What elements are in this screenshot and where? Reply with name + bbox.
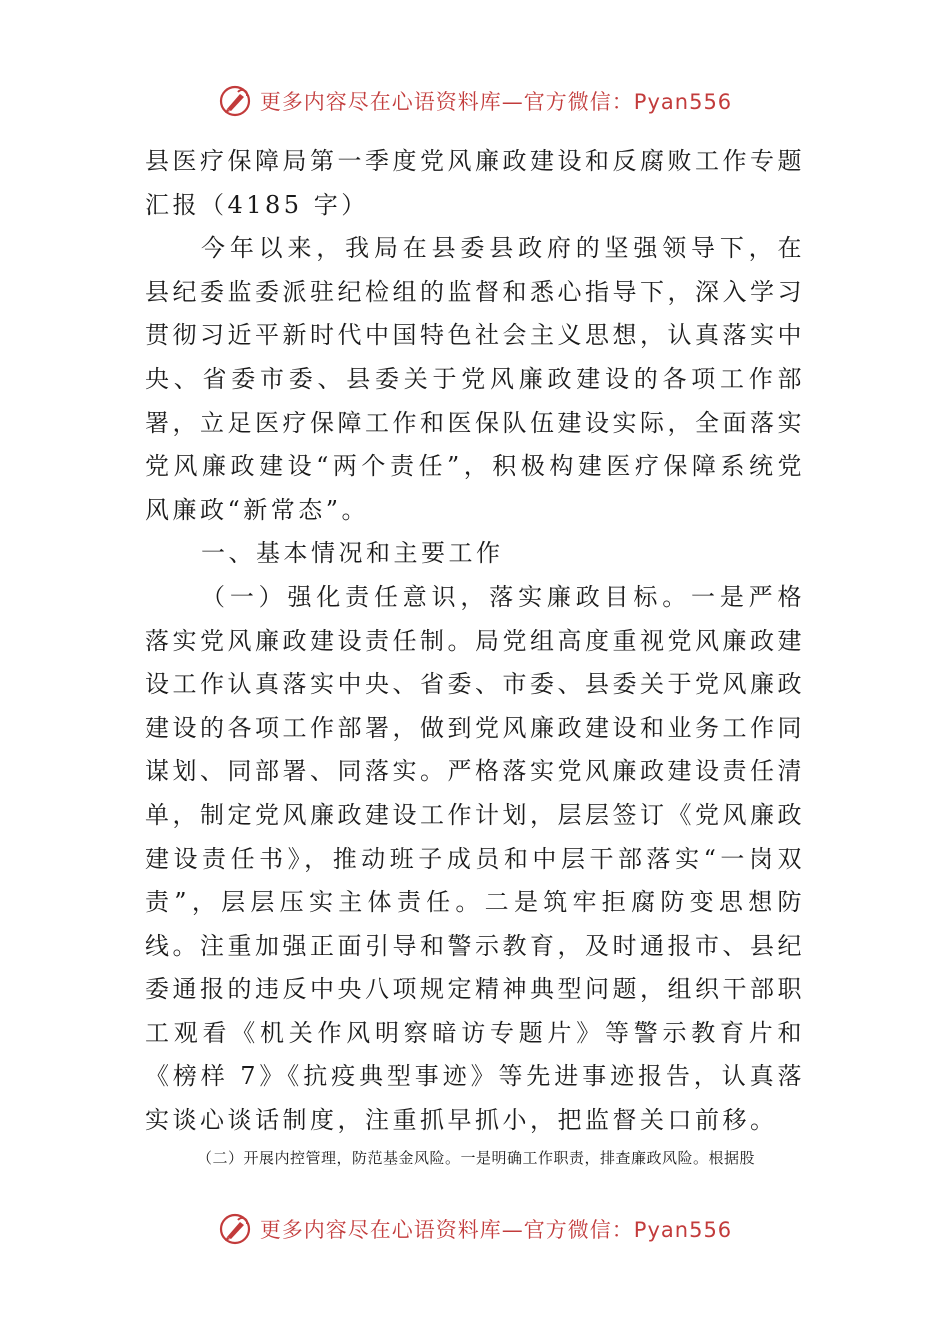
paragraph-section-1: （一）强化责任意识，落实廉政目标。一是严格落实党风廉政建设责任制。局党组高度重视党风廉政建设工作认真落实中央、省委、市委、县委关于党风廉政建设的各项工作部署，做到党风廉政建设和业务工作同谋划、同部署、同落实。严格落实党风廉政建设责任清单，制定党风廉政建设工作计划，层层签订《党风廉政建设责任书》，推动班子成员和中层干部落实“一岗双责”，层层压实主体责任。二是筑牢拒腐防变思想防线。注重加强正面引导和警示教育，及时通报市、县纪委通报的违反中央八项规定精神典型问题，组织干部职工观看《机关作风明察暗访专题片》等警示教育片和《榜样 7》《抗疫典型事迹》等先进事迹报告，认真落实谈心谈话制度，注重抓早抓小，把监督关口前移。 — [145, 582, 805, 1135]
document-body — [145, 140, 805, 1143]
section-heading: 一、基本情况和主要工作 — [201, 539, 504, 568]
footer-banner — [0, 1212, 950, 1246]
document-title: 县医疗保障局第一季度党风廉政建设和反腐败工作专题汇报（4185 字） — [145, 147, 805, 219]
pen-logo-icon — [218, 84, 252, 118]
small-text-line: （二）开展内控管理，防范基金风险。一是明确工作职责，排查廉政风险。根据股 — [197, 1149, 756, 1167]
footer-banner-text: 更多内容尽在心语资料库—官方微信：Pyan556 — [259, 1218, 733, 1242]
pen-logo-icon — [218, 1212, 252, 1246]
header-banner-text: 更多内容尽在心语资料库—官方微信：Pyan556 — [259, 90, 733, 114]
paragraph-intro: 今年以来，我局在县委县政府的坚强领导下，在县纪委监委派驻纪检组的监督和悉心指导下，深入学习贯彻习近平新时代中国特色社会主义思想，认真落实中央、省委市委、县委关于党风廉政建设的各项工作部署，立足医疗保障工作和医保队伍建设实际，全面落实党风廉政建设“两个责任”，积极构建医疗保障系统党风廉政“新常态”。 — [145, 234, 805, 524]
header-banner — [0, 84, 950, 118]
